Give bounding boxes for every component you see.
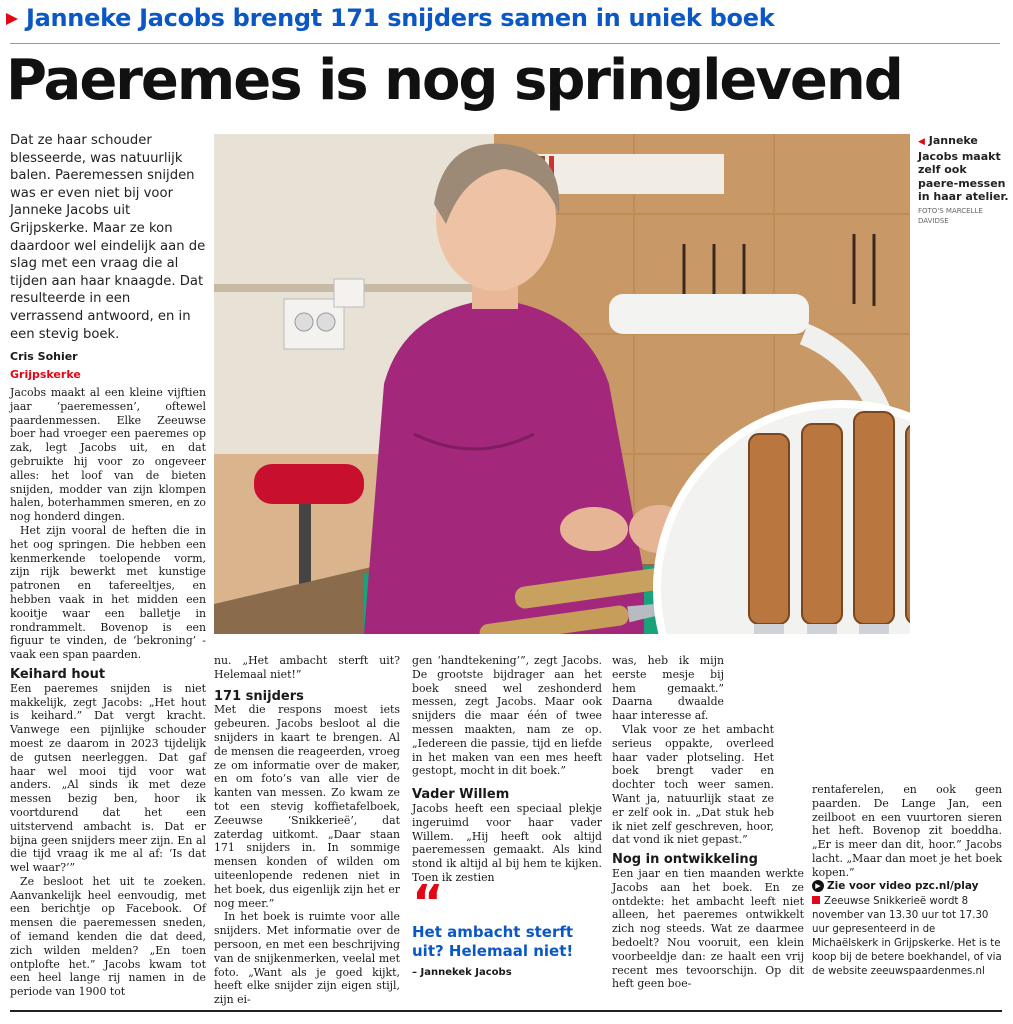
subheading: Nog in ontwikkeling [612, 852, 758, 868]
paragraph: Vlak voor ze het ambacht serieus oppakte, overleed haar vader plotseling. Het boek brengt vader en dochter toch weer samen. Want ja, natuurlijk staat ze er zelf ook in. „Dat stuk heb ik niet zelf geschreven, hoor, dat vond ik niet gepast.” [612, 722, 774, 847]
pull-quote [412, 875, 608, 978]
paragraph: Een paeremes snijden is niet makkelijk, zegt Jacobs: „Het hout is keihard.” Dat vergt kracht. Vanwege een pijnlijke schouder moest ze daarom in 2023 tijdelijk de gutsen neerleggen. Dat gaf haar wel mooi tijd voor wat anders. „Al sinds ik met deze messen bezig ben, hoor ik voortdurend dat het een uitstervend ambacht is. Dat er bijna geen snijders meer zijn. En al die tijd vraag ik me al af: ‘Is dat wel waar?’” [10, 681, 206, 875]
play-icon: ▶ [812, 880, 824, 892]
column-5 [812, 783, 1002, 893]
paragraph: In het boek is ruimte voor alle snijders. Met informatie over de persoon, en met een beschrijving van de snijkenmerken, veelal met foto. „Want als je goed kijkt, heeft elke snijder zijn eigen stijl, zijn ei- [214, 910, 400, 1007]
byline-place: Grijpskerke [10, 368, 81, 381]
quote-text: Het ambacht sterft uit? Helemaal niet! [412, 923, 574, 960]
photo-illustration [214, 134, 910, 634]
caption-arrow-icon: ◀ [918, 137, 925, 147]
intro-text: Dat ze haar schouder blesseerde, was natuurlijk balen. Paeremessen snijden was er even niet bij voor Janneke Jacobs uit Grijpskerke. Maar ze kon daardoor wel eindelijk aan de slag met een vraag die al tijden aan haar knaagde. Dat resulteerde in een verrassend antwoord, en in een stevig boek. [10, 133, 206, 342]
subheading: Vader Willem [412, 787, 510, 803]
paragraph: rentaferelen, en ook geen paarden. De Lange Jan, een zeilboot en een vuurtoren sieren het heft. Bovenop zit boeddha. „Er is meer dan dit, hoor.” Jacobs lacht. „Maar dan moet je het boek kopen.” [812, 783, 1002, 879]
paragraph: Ze besloot het uit te zoeken. Aanvankelijk heel eenvoudig, met een berichtje op Facebook. Of mensen die paeremessen sneden, of iemand kenden die dat deed, zich wilden melden? „En toen ontplofte het.” Jacobs kwam tot een heel lange rij namen in de periode van 1900 tot [10, 874, 206, 999]
quote-mark-icon: “ [412, 875, 444, 931]
red-arrow-icon [6, 13, 18, 25]
subheading: Keihard hout [10, 666, 106, 682]
paragraph: Het zijn vooral de heften die in het oog springen. Die hebben een kenmerkende toelopende vorm, zijn rijk bewerkt met kunstige patronen en tafereeltjes, en hebben vaak in het midden een kooitje waar een balletje in rondrammelt. Bovenop is een figuur te vinden, de ‘bekroning’ - vaak een span paarden. [10, 523, 206, 662]
paragraph: gen ‘handtekening’”, zegt Jacobs. De grootste bijdrager aan het boek sneed wel zeshonderd messen, zegt Jacobs. Maar ook snijders die maar één of twee messen maakten, nam ze op. „Iedereen die passie, tijd en liefde in het maken van een mes heeft gestopt, mocht in dit boek.” [412, 654, 602, 778]
bottom-divider [10, 1010, 1002, 1012]
subheading: 171 snijders [214, 688, 304, 704]
headline: Paeremes is nog springlevend [6, 48, 902, 113]
column-2 [214, 654, 400, 1007]
paragraph: Jacobs maakt al een kleine vijftien jaar ‘paeremessen’, oftewel paardenmessen. Elke Zeeuwse boer had vroeger een paeremes op zak, legt Jacobs uit, en dat gebruikte hij voor zo ongeveer alles: het loof van de bieten snijden, modder van zijn klompen halen, boterhammen smeren, en zo nog honderd dingen. [10, 386, 206, 524]
caption-text: Janneke Jacobs maakt zelf ook paere-messen in haar atelier. [918, 134, 1009, 203]
column-3 [412, 654, 602, 885]
photo-credit: FOTO'S MARCELLE DAVIDSE [918, 206, 983, 225]
paragraph: Met die respons moest iets gebeuren. Jacobs besloot al die snijders in kaart te brengen. Al de mensen die reageerden, vroeg ze om informatie over de maker, en om foto’s van alle vier de kanten van messen. Zo kwam ze tot een stevig koffietafelboek, Zeeuwse ‘Snikkerieë’, dat zaterdag uitkomt. „Daar staan 171 snijders in. In sommige mensen konden of wilden om uiteenlopende redenen niet in het boek, dus eigenlijk zijn het er nog meer.” [214, 703, 400, 910]
paragraph: Jacobs heeft een speciaal plekje ingeruimd voor haar vader Willem. „Hij heeft ook altijd paeremessen gemaakt. Als kind stond ik altijd al bij hem te kijken. Toen ik zestien [412, 801, 602, 884]
column-4 [612, 654, 804, 991]
video-link[interactable]: ▶ Zie voor video pzc.nl/play [812, 880, 1002, 894]
byline-author: Cris Sohier [10, 350, 78, 363]
column-1 [10, 386, 206, 999]
main-photo [214, 134, 910, 634]
info-box: Zeeuwse Snikkerieë wordt 8 november van 13.30 uur tot 17.30 uur gepresenteerd in de Michaëlskerk in Grijpskerke. Het is te koop bij de betere boekhandel, of via de website zeeuwspaardenmes.nl [812, 896, 1002, 977]
paragraph: Een jaar en tien maanden werkte Jacobs aan het boek. En ze ontdekte: het ambacht leeft niet alleen, het paeremes ontwikkelt zich nog steeds. Wat ze daarmee bedoelt? Nou vooruit, een klein voorbeeldje dan: ze haalt een vrij recent mes tevoorschijn. Op dit heft geen boe- [612, 866, 804, 991]
quote-attribution: – Jannekek Jacobs [412, 967, 512, 978]
paragraph: was, heb ik mijn eerste mesje bij hem gemaakt.” Daarna dwaalde haar interesse af. [612, 654, 724, 723]
kicker: Janneke Jacobs brengt 171 snijders samen in uniek boek [6, 4, 1006, 40]
paragraph: nu. „Het ambacht sterft uit? Helemaal niet!” [214, 654, 400, 681]
red-square-icon [812, 896, 820, 904]
photo-caption [918, 134, 1010, 226]
divider [10, 43, 1000, 44]
